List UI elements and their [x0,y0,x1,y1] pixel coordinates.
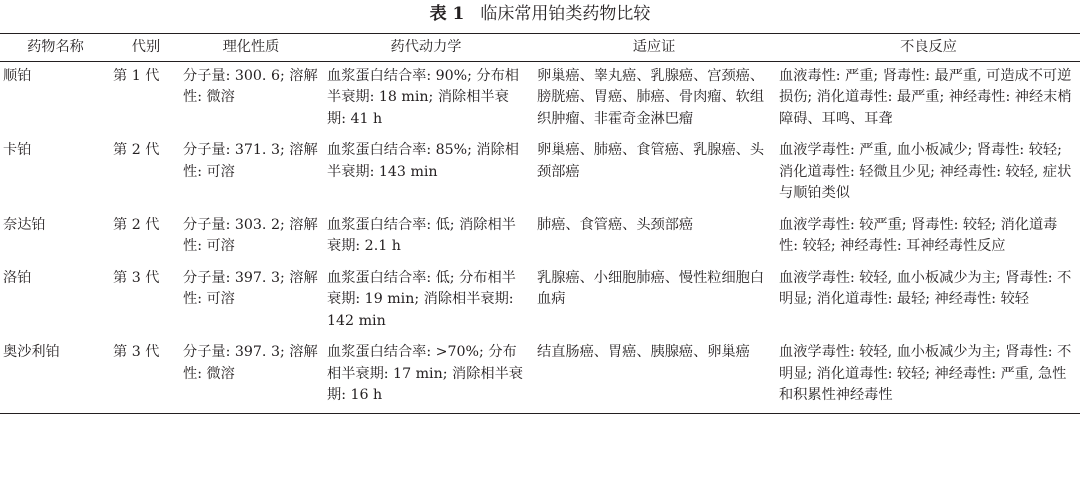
platinum-drug-table [0,33,1080,414]
cell-properties: 分子量: 300. 6; 溶解性: 微溶 [183,67,318,105]
cell-drug-name: 奈达铂 [3,216,46,233]
cell-properties: 分子量: 397. 3; 溶解性: 微溶 [183,344,318,382]
table-row [0,264,1080,339]
cell-adverse-reactions: 血液学毒性: 较严重; 肾毒性: 较轻; 消化道毒性: 较轻; 神经毒性: 耳神经毒性反应 [779,216,1058,254]
cell-drug-name: 奥沙利铂 [3,344,60,360]
table-row [0,338,1080,413]
table-caption [0,2,1080,26]
cell-pharmacokinetics: 血浆蛋白结合率: 低; 分布相半衰期: 19 min; 消除相半衰期: 142 min [327,269,516,329]
cell-indications: 结直肠癌、胃癌、胰腺癌、卵巢癌 [537,344,750,360]
header-properties: 理化性质 [222,39,280,55]
cell-indications: 肺癌、食管癌、头颈部癌 [537,216,694,233]
header-adverse-reactions: 不良反应 [900,39,957,55]
cell-properties: 分子量: 371. 3; 溶解性: 可溶 [183,142,318,180]
cell-generation: 第 3 代 [113,269,160,286]
table-row [0,211,1080,264]
cell-pharmacokinetics: 血浆蛋白结合率: 85%; 消除相半衰期: 143 min [327,142,519,180]
header-generation: 代别 [131,39,161,55]
cell-indications: 卵巢癌、睾丸癌、乳腺癌、宫颈癌、膀胱癌、胃癌、肺癌、骨肉瘤、软组织肿瘤、非霍奇金淋巴瘤 [537,67,765,127]
cell-adverse-reactions: 血液毒性: 严重; 肾毒性: 最严重, 可造成不可逆损伤; 消化道毒性: 最严重; 神经毒性: 神经末梢障碍、耳鸣、耳聋 [779,67,1072,127]
header-drug-name: 药物名称 [27,39,84,55]
table-title: 临床常用铂类药物比较 [480,4,651,24]
cell-pharmacokinetics: 血浆蛋白结合率: 90%; 分布相半衰期: 18 min; 消除相半衰期: 41 h [327,67,519,127]
header-indications: 适应证 [632,39,676,55]
cell-adverse-reactions: 血液学毒性: 较轻, 血小板减少为主; 肾毒性: 不明显; 消化道毒性: 较轻; 神经毒性: 严重, 急性和积累性神经毒性 [779,344,1072,403]
cell-generation: 第 1 代 [113,67,160,84]
table-number: 表 1 [429,4,465,24]
header-row [0,34,1080,62]
cell-drug-name: 洛铂 [3,269,32,286]
cell-generation: 第 2 代 [113,142,160,158]
cell-pharmacokinetics: 血浆蛋白结合率: 低; 消除相半衰期: 2.1 h [327,216,516,254]
cell-drug-name: 卡铂 [3,142,32,158]
cell-pharmacokinetics: 血浆蛋白结合率: >70%; 分布相半衰期: 17 min; 消除相半衰期: 16 h [327,344,523,403]
cell-generation: 第 2 代 [113,216,160,233]
header-pharmacokinetics: 药代动力学 [390,39,462,55]
table-row [0,136,1080,211]
cell-indications: 乳腺癌、小细胞肺癌、慢性粒细胞白血病 [537,269,765,307]
cell-properties: 分子量: 303. 2; 溶解性: 可溶 [183,216,318,254]
table-row [0,61,1080,136]
cell-generation: 第 3 代 [113,344,160,360]
cell-indications: 卵巢癌、肺癌、食管癌、乳腺癌、头颈部癌 [537,142,765,180]
cell-adverse-reactions: 血液学毒性: 严重, 血小板减少; 肾毒性: 较轻; 消化道毒性: 轻微且少见; 神经毒性: 较轻, 症状与顺铂类似 [779,142,1072,201]
cell-properties: 分子量: 397. 3; 溶解性: 可溶 [183,269,318,307]
cell-drug-name: 顺铂 [3,67,32,84]
cell-adverse-reactions: 血液学毒性: 较轻, 血小板减少为主; 肾毒性: 不明显; 消化道毒性: 最轻; 神经毒性: 较轻 [779,269,1072,307]
